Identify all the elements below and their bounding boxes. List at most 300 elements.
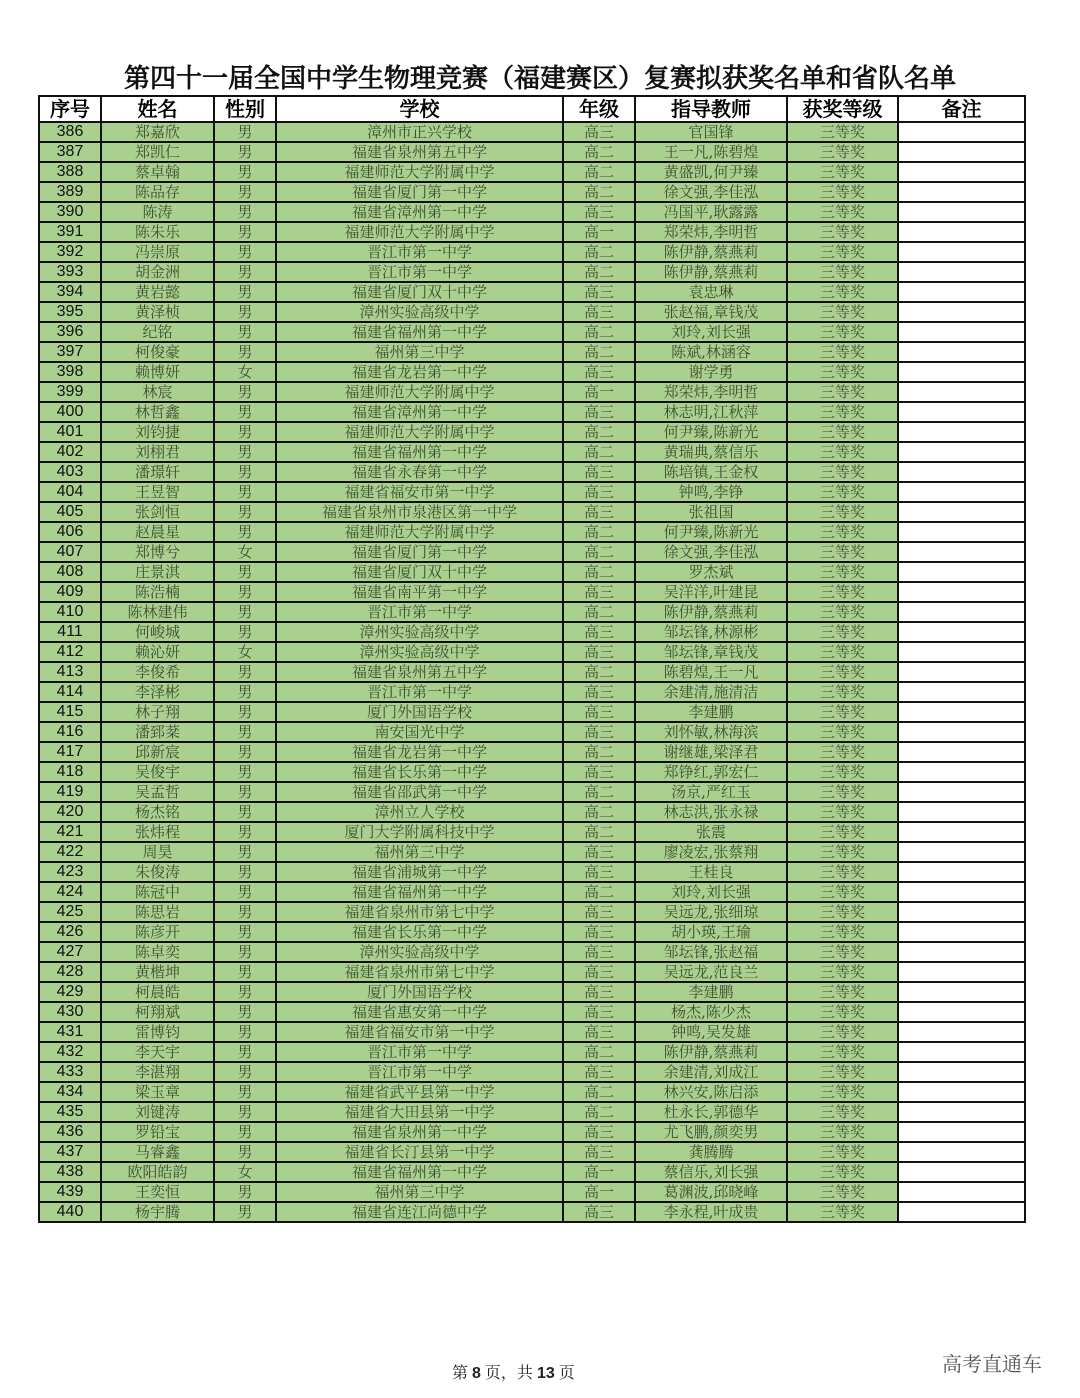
cell-col-gender: 男 (214, 822, 276, 842)
cell-col-award: 三等奖 (787, 442, 898, 462)
cell-col-advisor: 罗杰斌 (635, 562, 787, 582)
cell-col-name: 陈卓奕 (101, 942, 214, 962)
cell-col-school: 福建师范大学附属中学 (276, 422, 563, 442)
cell-col-award: 三等奖 (787, 402, 898, 422)
table-row (39, 502, 1025, 522)
cell-col-name: 邱新宸 (101, 742, 214, 762)
cell-col-school: 福建省长汀县第一中学 (276, 1142, 563, 1162)
cell-col-advisor: 邹坛锋,张赵福 (635, 942, 787, 962)
cell-col-grade: 高二 (563, 662, 635, 682)
cell-col-grade: 高二 (563, 1102, 635, 1122)
cell-col-note (898, 682, 1025, 702)
cell-col-name: 何峻城 (101, 622, 214, 642)
table-row (39, 562, 1025, 582)
table-row (39, 962, 1025, 982)
cell-col-note (898, 642, 1025, 662)
cell-col-note (898, 602, 1025, 622)
cell-col-index: 391 (39, 222, 101, 242)
cell-col-grade: 高三 (563, 842, 635, 862)
cell-col-school: 福建省龙岩第一中学 (276, 742, 563, 762)
cell-col-school: 厦门外国语学校 (276, 702, 563, 722)
cell-col-note (898, 362, 1025, 382)
cell-col-advisor: 谢继雄,梁泽君 (635, 742, 787, 762)
cell-col-name: 郑凯仁 (101, 142, 214, 162)
cell-col-note (898, 622, 1025, 642)
cell-col-award: 三等奖 (787, 322, 898, 342)
cell-col-index: 425 (39, 902, 101, 922)
cell-col-school: 晋江市第一中学 (276, 1042, 563, 1062)
cell-col-note (898, 342, 1025, 362)
cell-col-gender: 男 (214, 162, 276, 182)
cell-col-advisor: 杨杰,陈少杰 (635, 1002, 787, 1022)
cell-col-award: 三等奖 (787, 722, 898, 742)
cell-col-advisor: 刘怀敏,林海滨 (635, 722, 787, 742)
cell-col-index: 389 (39, 182, 101, 202)
cell-col-note (898, 962, 1025, 982)
table-row (39, 1202, 1025, 1222)
watermark-text: 高考直通车 (942, 1352, 1042, 1376)
header-col-name: 姓名 (101, 96, 214, 122)
cell-col-name: 潘郅棻 (101, 722, 214, 742)
cell-col-index: 406 (39, 522, 101, 542)
cell-col-note (898, 1202, 1025, 1222)
cell-col-gender: 男 (214, 882, 276, 902)
table-row (39, 1142, 1025, 1162)
cell-col-gender: 男 (214, 682, 276, 702)
table-row (39, 722, 1025, 742)
cell-col-school: 福建师范大学附属中学 (276, 522, 563, 542)
cell-col-index: 418 (39, 762, 101, 782)
cell-col-gender: 男 (214, 442, 276, 462)
cell-col-name: 梁玉章 (101, 1082, 214, 1102)
cell-col-grade: 高三 (563, 862, 635, 882)
cell-col-advisor: 陈伊静,蔡燕莉 (635, 242, 787, 262)
cell-col-grade: 高二 (563, 442, 635, 462)
cell-col-name: 柯晨皓 (101, 982, 214, 1002)
cell-col-school: 福建省大田县第一中学 (276, 1102, 563, 1122)
cell-col-school: 福州第三中学 (276, 842, 563, 862)
cell-col-grade: 高三 (563, 1062, 635, 1082)
cell-col-award: 三等奖 (787, 862, 898, 882)
cell-col-award: 三等奖 (787, 362, 898, 382)
cell-col-index: 432 (39, 1042, 101, 1062)
table-row (39, 1182, 1025, 1202)
cell-col-school: 福建省泉州市第七中学 (276, 902, 563, 922)
cell-col-index: 433 (39, 1062, 101, 1082)
cell-col-gender: 男 (214, 582, 276, 602)
cell-col-gender: 男 (214, 622, 276, 642)
cell-col-advisor: 龚腾腾 (635, 1142, 787, 1162)
cell-col-advisor: 胡小瑛,王瑜 (635, 922, 787, 942)
cell-col-gender: 男 (214, 1202, 276, 1222)
cell-col-index: 421 (39, 822, 101, 842)
cell-col-gender: 男 (214, 762, 276, 782)
cell-col-advisor: 黄瑞典,蔡信乐 (635, 442, 787, 462)
cell-col-name: 王奕恒 (101, 1182, 214, 1202)
cell-col-note (898, 862, 1025, 882)
cell-col-school: 福建省厦门第一中学 (276, 542, 563, 562)
cell-col-award: 三等奖 (787, 602, 898, 622)
cell-col-grade: 高三 (563, 1002, 635, 1022)
cell-col-school: 晋江市第一中学 (276, 242, 563, 262)
cell-col-award: 三等奖 (787, 1082, 898, 1102)
cell-col-gender: 男 (214, 342, 276, 362)
table-row (39, 242, 1025, 262)
cell-col-school: 福建省漳州第一中学 (276, 202, 563, 222)
cell-col-name: 吴俊宇 (101, 762, 214, 782)
table-row (39, 802, 1025, 822)
cell-col-name: 胡金洲 (101, 262, 214, 282)
cell-col-note (898, 382, 1025, 402)
cell-col-school: 福建省福州第一中学 (276, 322, 563, 342)
cell-col-note (898, 222, 1025, 242)
table-row (39, 1042, 1025, 1062)
table-row (39, 662, 1025, 682)
header-col-award: 获奖等级 (787, 96, 898, 122)
cell-col-note (898, 122, 1025, 142)
cell-col-school: 福州第三中学 (276, 1182, 563, 1202)
table-row (39, 342, 1025, 362)
cell-col-gender: 男 (214, 862, 276, 882)
cell-col-note (898, 842, 1025, 862)
table-row (39, 262, 1025, 282)
cell-col-name: 李泽彬 (101, 682, 214, 702)
cell-col-note (898, 882, 1025, 902)
page-prefix: 第 (452, 1365, 469, 1382)
cell-col-gender: 男 (214, 322, 276, 342)
table-row (39, 422, 1025, 442)
cell-col-award: 三等奖 (787, 122, 898, 142)
cell-col-gender: 女 (214, 1162, 276, 1182)
cell-col-advisor: 杜永长,郭德华 (635, 1102, 787, 1122)
cell-col-index: 399 (39, 382, 101, 402)
cell-col-gender: 男 (214, 722, 276, 742)
cell-col-school: 晋江市第一中学 (276, 602, 563, 622)
cell-col-grade: 高三 (563, 282, 635, 302)
cell-col-name: 潘璟轩 (101, 462, 214, 482)
cell-col-index: 438 (39, 1162, 101, 1182)
cell-col-grade: 高二 (563, 742, 635, 762)
cell-col-school: 漳州实验高级中学 (276, 942, 563, 962)
table-row (39, 602, 1025, 622)
cell-col-gender: 男 (214, 942, 276, 962)
cell-col-note (898, 662, 1025, 682)
cell-col-grade: 高二 (563, 1042, 635, 1062)
award-roster-table (38, 95, 1026, 1223)
cell-col-gender: 女 (214, 642, 276, 662)
cell-col-name: 黄泽桢 (101, 302, 214, 322)
table-row (39, 902, 1025, 922)
cell-col-note (898, 202, 1025, 222)
cell-col-grade: 高三 (563, 122, 635, 142)
cell-col-index: 397 (39, 342, 101, 362)
table-row (39, 982, 1025, 1002)
cell-col-advisor: 官国锋 (635, 122, 787, 142)
cell-col-name: 林哲鑫 (101, 402, 214, 422)
cell-col-gender: 男 (214, 1062, 276, 1082)
cell-col-gender: 男 (214, 742, 276, 762)
cell-col-award: 三等奖 (787, 1102, 898, 1122)
cell-col-index: 437 (39, 1142, 101, 1162)
cell-col-advisor: 郑荣炜,李明哲 (635, 382, 787, 402)
cell-col-school: 福建省福州第一中学 (276, 1162, 563, 1182)
cell-col-award: 三等奖 (787, 742, 898, 762)
cell-col-gender: 男 (214, 1142, 276, 1162)
cell-col-note (898, 1062, 1025, 1082)
cell-col-advisor: 蔡信乐,刘长强 (635, 1162, 787, 1182)
cell-col-name: 蔡卓翰 (101, 162, 214, 182)
cell-col-school: 福建省泉州市第七中学 (276, 962, 563, 982)
cell-col-grade: 高二 (563, 162, 635, 182)
cell-col-grade: 高二 (563, 562, 635, 582)
cell-col-name: 赖博妍 (101, 362, 214, 382)
cell-col-index: 415 (39, 702, 101, 722)
cell-col-name: 赖沁妍 (101, 642, 214, 662)
cell-col-grade: 高三 (563, 362, 635, 382)
cell-col-advisor: 刘玲,刘长强 (635, 882, 787, 902)
cell-col-note (898, 242, 1025, 262)
cell-col-index: 394 (39, 282, 101, 302)
cell-col-gender: 男 (214, 222, 276, 242)
cell-col-school: 漳州实验高级中学 (276, 622, 563, 642)
cell-col-note (898, 1042, 1025, 1062)
cell-col-gender: 男 (214, 142, 276, 162)
cell-col-grade: 高二 (563, 182, 635, 202)
cell-col-grade: 高三 (563, 762, 635, 782)
cell-col-school: 福建省长乐第一中学 (276, 922, 563, 942)
cell-col-school: 福建师范大学附属中学 (276, 162, 563, 182)
cell-col-gender: 男 (214, 242, 276, 262)
cell-col-name: 吴孟哲 (101, 782, 214, 802)
cell-col-name: 王昱智 (101, 482, 214, 502)
cell-col-index: 392 (39, 242, 101, 262)
cell-col-grade: 高三 (563, 1122, 635, 1142)
cell-col-grade: 高三 (563, 922, 635, 942)
cell-col-index: 434 (39, 1082, 101, 1102)
cell-col-award: 三等奖 (787, 482, 898, 502)
cell-col-grade: 高二 (563, 802, 635, 822)
table-row (39, 382, 1025, 402)
cell-col-name: 黄岩懿 (101, 282, 214, 302)
cell-col-school: 漳州市正兴学校 (276, 122, 563, 142)
cell-col-award: 三等奖 (787, 1202, 898, 1222)
cell-col-index: 436 (39, 1122, 101, 1142)
cell-col-name: 马睿鑫 (101, 1142, 214, 1162)
cell-col-note (898, 742, 1025, 762)
cell-col-advisor: 林志明,江秋萍 (635, 402, 787, 422)
cell-col-award: 三等奖 (787, 1022, 898, 1042)
cell-col-name: 纪铭 (101, 322, 214, 342)
cell-col-advisor: 钟鸣,吴发雄 (635, 1022, 787, 1042)
cell-col-school: 福建省厦门双十中学 (276, 562, 563, 582)
cell-col-school: 福建省浦城第一中学 (276, 862, 563, 882)
table-row (39, 642, 1025, 662)
cell-col-index: 398 (39, 362, 101, 382)
cell-col-gender: 男 (214, 1042, 276, 1062)
cell-col-school: 晋江市第一中学 (276, 682, 563, 702)
cell-col-award: 三等奖 (787, 282, 898, 302)
cell-col-grade: 高二 (563, 422, 635, 442)
cell-col-note (898, 1082, 1025, 1102)
cell-col-note (898, 902, 1025, 922)
table-row (39, 742, 1025, 762)
cell-col-note (898, 462, 1025, 482)
cell-col-name: 赵晨星 (101, 522, 214, 542)
cell-col-advisor: 吴远龙,范良兰 (635, 962, 787, 982)
cell-col-gender: 女 (214, 362, 276, 382)
page-current: 8 (472, 1365, 481, 1382)
cell-col-note (898, 502, 1025, 522)
cell-col-name: 罗铅宝 (101, 1122, 214, 1142)
cell-col-advisor: 吴远龙,张细琼 (635, 902, 787, 922)
page-total: 13 (536, 1365, 555, 1382)
cell-col-index: 395 (39, 302, 101, 322)
cell-col-advisor: 陈伊静,蔡燕莉 (635, 1042, 787, 1062)
cell-col-note (898, 302, 1025, 322)
cell-col-gender: 男 (214, 282, 276, 302)
cell-col-award: 三等奖 (787, 142, 898, 162)
table-row (39, 842, 1025, 862)
cell-col-gender: 女 (214, 542, 276, 562)
table-header-row (39, 96, 1025, 122)
cell-col-gender: 男 (214, 182, 276, 202)
cell-col-note (898, 1182, 1025, 1202)
cell-col-note (898, 262, 1025, 282)
cell-col-school: 漳州实验高级中学 (276, 642, 563, 662)
cell-col-award: 三等奖 (787, 762, 898, 782)
cell-col-note (898, 142, 1025, 162)
cell-col-name: 郑博兮 (101, 542, 214, 562)
cell-col-school: 福建省惠安第一中学 (276, 1002, 563, 1022)
cell-col-name: 陈林建伟 (101, 602, 214, 622)
cell-col-school: 福建省厦门双十中学 (276, 282, 563, 302)
cell-col-advisor: 陈伊静,蔡燕莉 (635, 262, 787, 282)
cell-col-index: 423 (39, 862, 101, 882)
cell-col-award: 三等奖 (787, 382, 898, 402)
cell-col-grade: 高三 (563, 482, 635, 502)
cell-col-grade: 高三 (563, 722, 635, 742)
cell-col-name: 陈冠中 (101, 882, 214, 902)
cell-col-index: 402 (39, 442, 101, 462)
cell-col-award: 三等奖 (787, 342, 898, 362)
cell-col-gender: 男 (214, 462, 276, 482)
cell-col-advisor: 王一凡,陈碧煌 (635, 142, 787, 162)
cell-col-gender: 男 (214, 1002, 276, 1022)
cell-col-index: 426 (39, 922, 101, 942)
cell-col-name: 陈品存 (101, 182, 214, 202)
cell-col-grade: 高二 (563, 782, 635, 802)
table-row (39, 822, 1025, 842)
cell-col-note (898, 562, 1025, 582)
cell-col-note (898, 1002, 1025, 1022)
cell-col-advisor: 邹坛锋,章钱茂 (635, 642, 787, 662)
cell-col-note (898, 522, 1025, 542)
cell-col-grade: 高二 (563, 342, 635, 362)
cell-col-note (898, 402, 1025, 422)
cell-col-index: 424 (39, 882, 101, 902)
cell-col-award: 三等奖 (787, 822, 898, 842)
cell-col-school: 福建省永春第一中学 (276, 462, 563, 482)
cell-col-index: 407 (39, 542, 101, 562)
cell-col-index: 405 (39, 502, 101, 522)
cell-col-grade: 高三 (563, 982, 635, 1002)
cell-col-index: 396 (39, 322, 101, 342)
cell-col-name: 朱俊涛 (101, 862, 214, 882)
table-row (39, 1122, 1025, 1142)
cell-col-index: 428 (39, 962, 101, 982)
cell-col-name: 雷博钧 (101, 1022, 214, 1042)
cell-col-school: 厦门外国语学校 (276, 982, 563, 1002)
cell-col-award: 三等奖 (787, 242, 898, 262)
cell-col-gender: 男 (214, 422, 276, 442)
cell-col-award: 三等奖 (787, 202, 898, 222)
cell-col-award: 三等奖 (787, 182, 898, 202)
cell-col-index: 414 (39, 682, 101, 702)
cell-col-advisor: 刘玲,刘长强 (635, 322, 787, 342)
cell-col-award: 三等奖 (787, 662, 898, 682)
table-row (39, 702, 1025, 722)
cell-col-index: 403 (39, 462, 101, 482)
cell-col-award: 三等奖 (787, 922, 898, 942)
cell-col-gender: 男 (214, 522, 276, 542)
cell-col-advisor: 谢学勇 (635, 362, 787, 382)
cell-col-note (898, 1102, 1025, 1122)
cell-col-gender: 男 (214, 962, 276, 982)
cell-col-note (898, 722, 1025, 742)
cell-col-name: 林子翔 (101, 702, 214, 722)
cell-col-index: 427 (39, 942, 101, 962)
cell-col-index: 429 (39, 982, 101, 1002)
cell-col-school: 福建省连江尚德中学 (276, 1202, 563, 1222)
cell-col-advisor: 余建清,施清洁 (635, 682, 787, 702)
cell-col-award: 三等奖 (787, 162, 898, 182)
cell-col-advisor: 郑荣炜,李明哲 (635, 222, 787, 242)
cell-col-advisor: 徐文强,李佳泓 (635, 182, 787, 202)
cell-col-gender: 男 (214, 1182, 276, 1202)
cell-col-grade: 高一 (563, 1182, 635, 1202)
cell-col-grade: 高二 (563, 822, 635, 842)
header-col-grade: 年级 (563, 96, 635, 122)
cell-col-name: 柯翔斌 (101, 1002, 214, 1022)
table-row (39, 1082, 1025, 1102)
cell-col-note (898, 922, 1025, 942)
cell-col-school: 福建省泉州第一中学 (276, 1122, 563, 1142)
cell-col-award: 三等奖 (787, 802, 898, 822)
cell-col-school: 南安国光中学 (276, 722, 563, 742)
cell-col-award: 三等奖 (787, 582, 898, 602)
cell-col-name: 张炜程 (101, 822, 214, 842)
cell-col-name: 杨宇腾 (101, 1202, 214, 1222)
cell-col-grade: 高三 (563, 902, 635, 922)
cell-col-name: 李湛翔 (101, 1062, 214, 1082)
cell-col-advisor: 冯国平,耿露露 (635, 202, 787, 222)
header-col-gender: 性别 (214, 96, 276, 122)
table-row (39, 1102, 1025, 1122)
cell-col-index: 416 (39, 722, 101, 742)
cell-col-gender: 男 (214, 122, 276, 142)
cell-col-advisor: 王桂良 (635, 862, 787, 882)
cell-col-advisor: 张震 (635, 822, 787, 842)
cell-col-index: 440 (39, 1202, 101, 1222)
cell-col-advisor: 陈斌,林涵容 (635, 342, 787, 362)
cell-col-advisor: 余建清,刘成江 (635, 1062, 787, 1082)
document-title: 第四十一届全国中学生物理竞赛（福建赛区）复赛拟获奖名单和省队名单 (123, 64, 956, 94)
cell-col-index: 386 (39, 122, 101, 142)
cell-col-index: 400 (39, 402, 101, 422)
table-row (39, 162, 1025, 182)
cell-col-award: 三等奖 (787, 262, 898, 282)
header-col-advisor: 指导教师 (635, 96, 787, 122)
